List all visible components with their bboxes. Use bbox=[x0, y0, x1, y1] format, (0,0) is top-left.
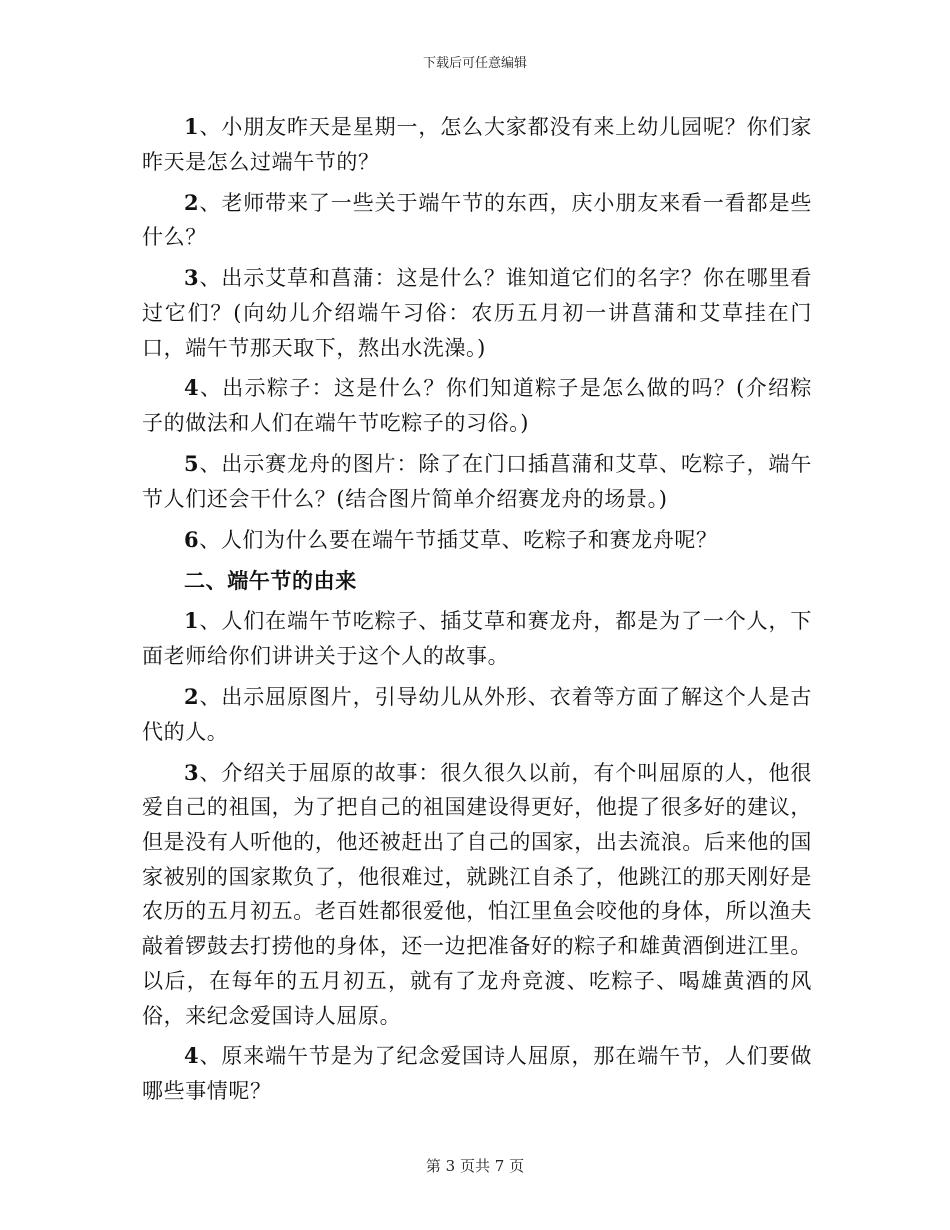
document-body bbox=[142, 110, 812, 1115]
item-number: 1 bbox=[184, 608, 200, 634]
item-number: 6 bbox=[184, 526, 200, 552]
item-number: 4 bbox=[184, 1043, 200, 1069]
item-number: 4 bbox=[184, 375, 200, 401]
item-number: 5 bbox=[184, 451, 200, 477]
item-text: 、老师带来了一些关于端午节的东西，庆小朋友来看一看都是些什么？ bbox=[142, 190, 812, 250]
section-heading: 二、端午节的由来 bbox=[184, 567, 357, 593]
list-item bbox=[142, 1039, 812, 1108]
list-item bbox=[142, 523, 812, 558]
item-text: 、出示艾草和菖蒲：这是什么？谁知道它们的名字？你在哪里看过它们？(向幼儿介绍端午习俗：农历五月初一讲菖蒲和艾草挂在门口，端午节那天取下，熬出水洗澡。) bbox=[142, 266, 812, 360]
item-number: 2 bbox=[184, 684, 200, 710]
list-item bbox=[142, 604, 812, 673]
item-text: 、介绍关于屈原的故事：很久很久以前，有个叫屈原的人，他很爱自己的祖国，为了把自己的祖国建设得更好，他提了很多好的建议，但是没有人听他的，他还被赶出了自己的国家，出去流浪。后来他的国家被别的国家欺负了，他很难过，就跳江自杀了，他跳江的那天刚好是农历的五月初五。老百姓都很爱他，怕江里鱼会咬他的身体，所以渔夫敲着锣鼓去打捞他的身体，还一边把准备好的粽子和雄黄酒倒进江里。以后，在每年的五月初五，就有了龙舟竞渡、吃粽子、喝雄黄酒的风俗，来纪念爱国诗人屈原。 bbox=[142, 760, 812, 1028]
list-item bbox=[142, 680, 812, 749]
item-text: 、出示赛龙舟的图片：除了在门口插菖蒲和艾草、吃粽子，端午节人们还会干什么？(结合图片简单介绍赛龙舟的场景。) bbox=[142, 452, 812, 511]
item-text: 、人们为什么要在端午节插艾草、吃粽子和赛龙舟呢？ bbox=[199, 527, 718, 552]
item-number: 3 bbox=[184, 759, 200, 785]
list-item bbox=[142, 371, 812, 440]
item-text: 、人们在端午节吃粽子、插艾草和赛龙舟，都是为了一个人，下面老师给你们讲讲关于这个人的故事。 bbox=[142, 609, 812, 669]
list-item bbox=[142, 110, 812, 179]
list-item bbox=[142, 447, 812, 516]
page-header: 下载后可任意编辑 bbox=[422, 56, 527, 71]
page-footer: 第 3 页共 7 页 bbox=[425, 1157, 525, 1175]
list-item bbox=[142, 186, 812, 255]
item-number: 2 bbox=[184, 189, 200, 215]
item-number: 1 bbox=[184, 114, 200, 139]
item-text: 、出示屈原图片，引导幼儿从外形、衣着等方面了解这个人是古代的人。 bbox=[142, 685, 812, 744]
item-text: 、原来端午节是为了纪念爱国诗人屈原，那在端午节，人们要做哪些事情呢？ bbox=[142, 1044, 812, 1104]
item-text: 、小朋友昨天是星期一，怎么大家都没有来上幼儿园呢？你们家昨天是怎么过端午节的？ bbox=[142, 115, 812, 174]
item-number: 3 bbox=[184, 265, 200, 291]
item-text: 、出示粽子：这是什么？你们知道粽子是怎么做的吗？(介绍粽子的做法和人们在端午节吃粽子的习俗。) bbox=[142, 376, 812, 436]
list-item bbox=[142, 261, 812, 365]
list-item bbox=[142, 756, 812, 1034]
